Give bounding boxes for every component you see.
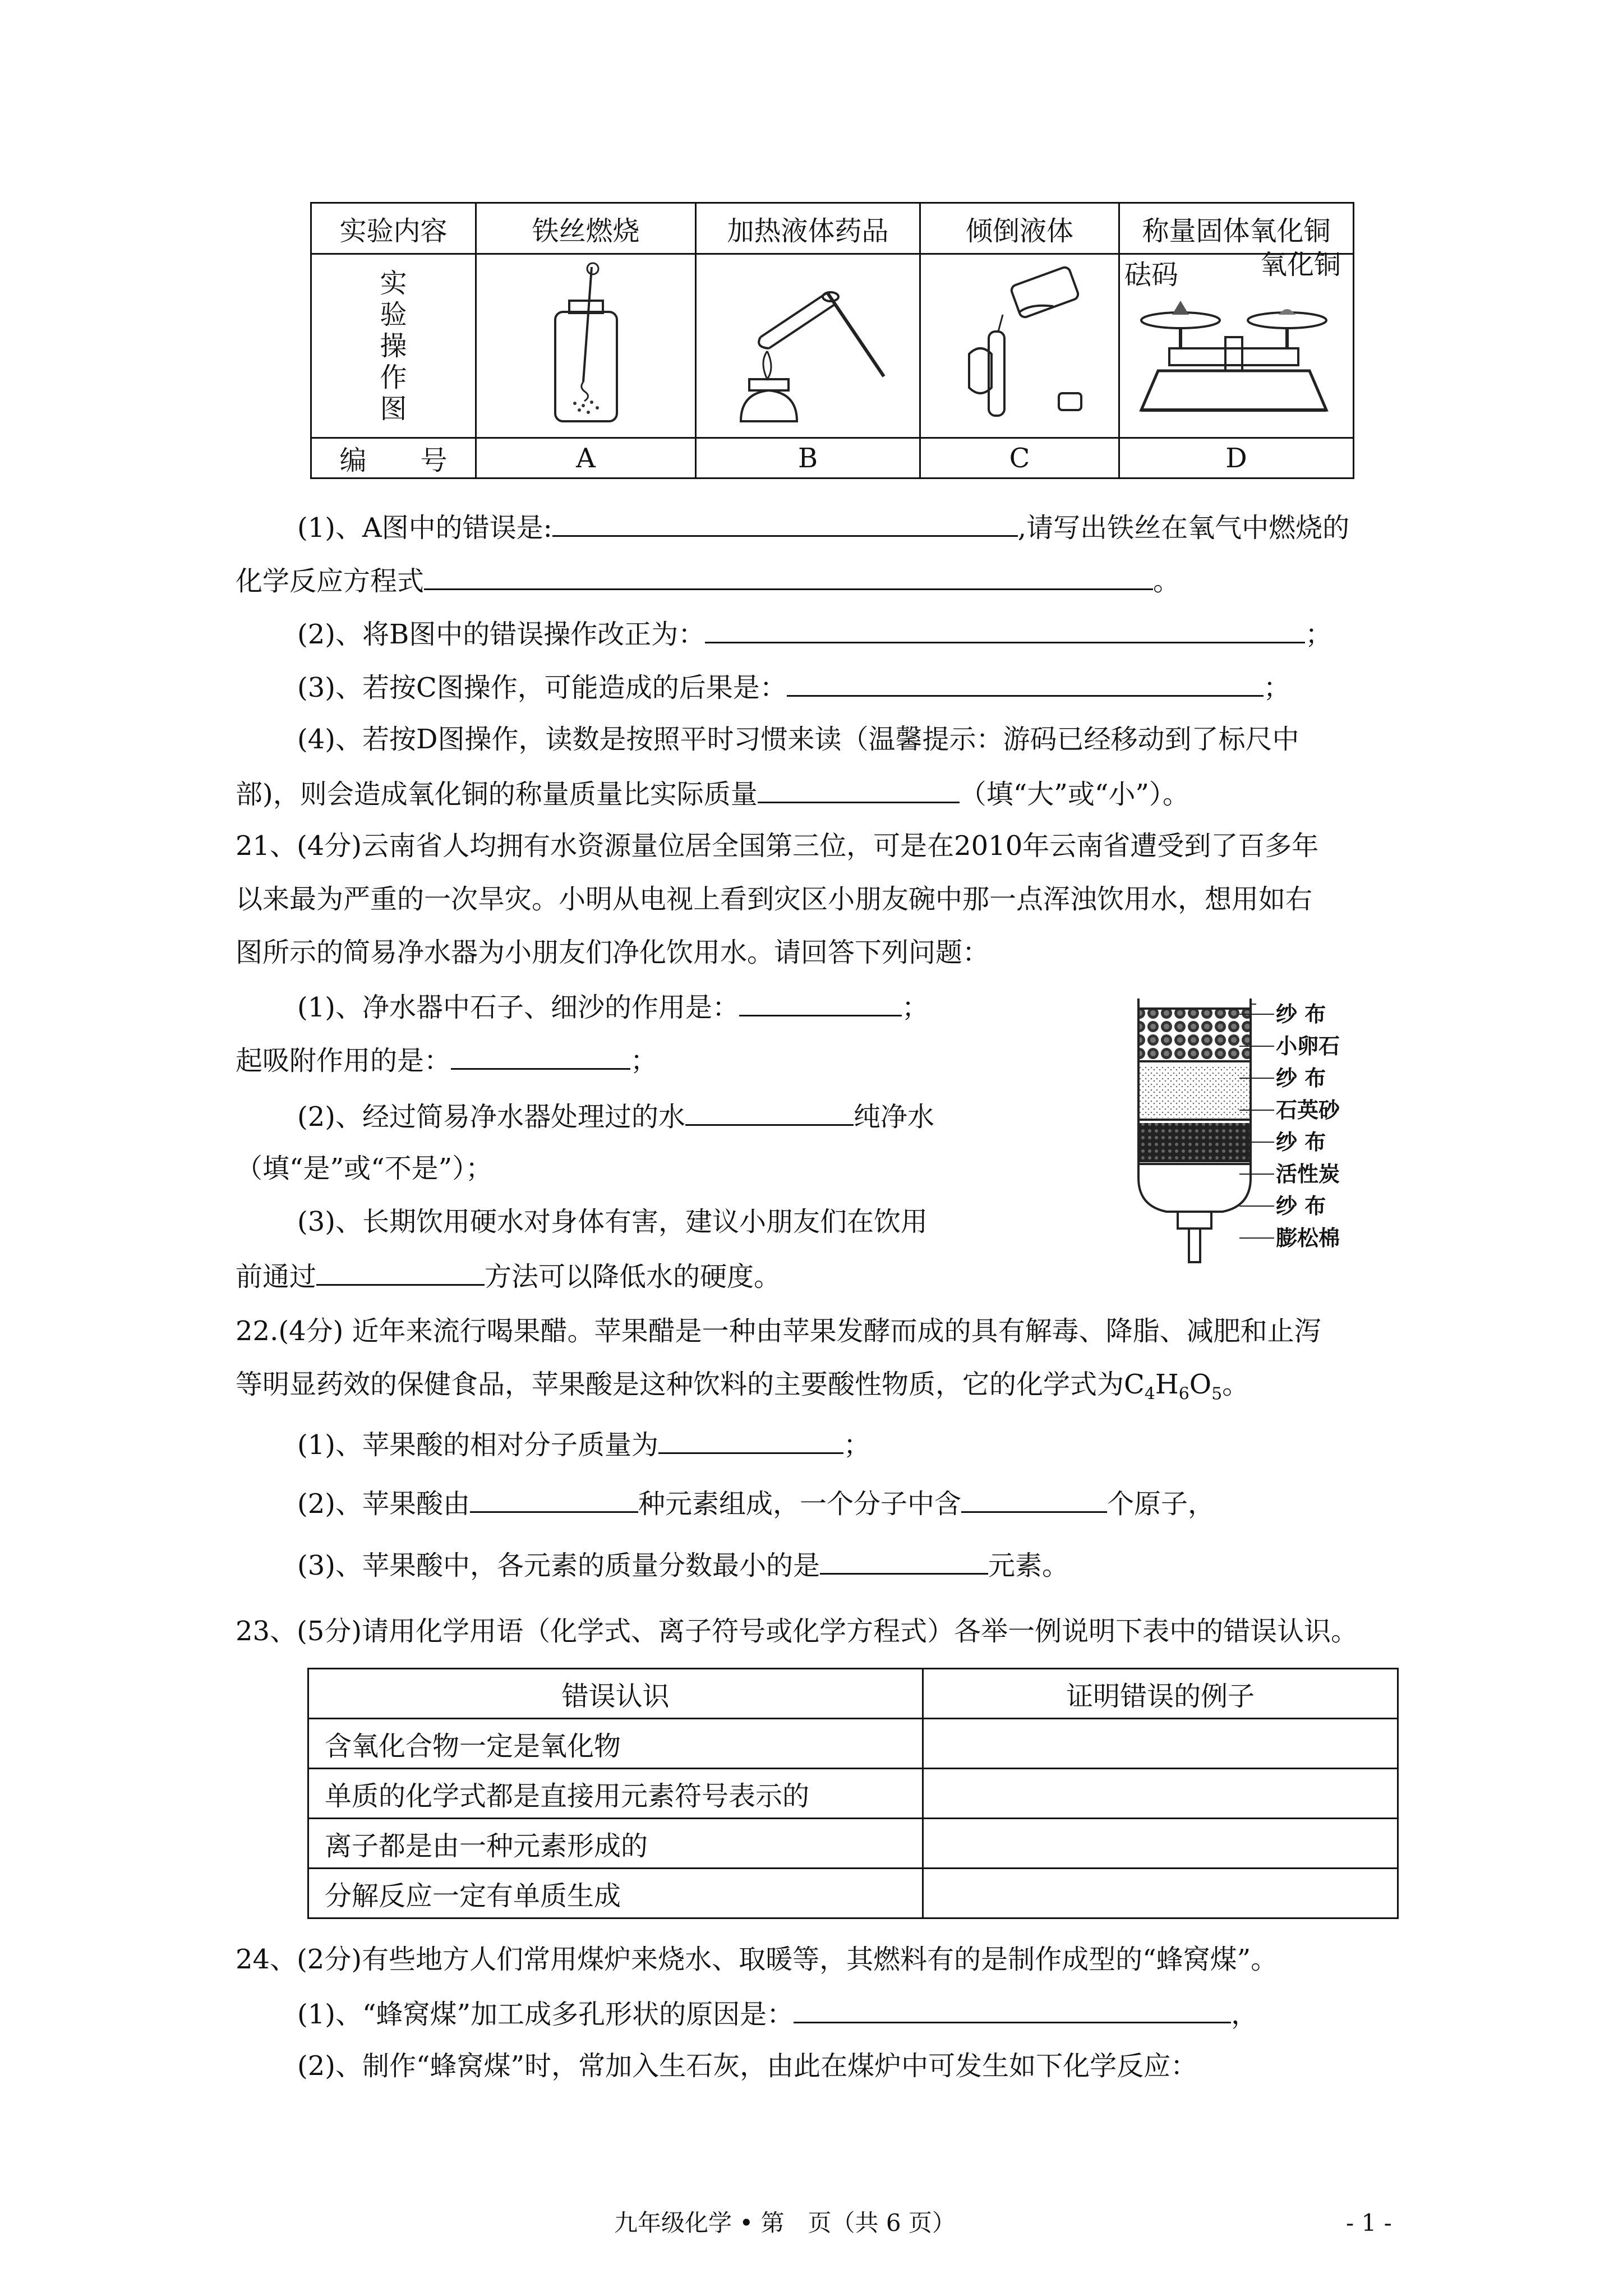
q24-p1-text: (1)、“蜂窝煤”加工成多孔形状的原因是：	[297, 1999, 794, 2030]
q20-part3-line	[297, 670, 1290, 703]
q24-part2-line: (2)、制作“蜂窝煤”时，常加入生石灰，由此在煤炉中可发生如下化学反应：	[297, 2050, 1198, 2082]
q21-part1-line	[297, 990, 929, 1023]
pouring-liquid-illustration	[935, 259, 1104, 427]
q22-part3-line	[297, 1548, 1069, 1581]
q22-p3-blank[interactable]	[820, 1548, 988, 1575]
q22-line1: 22.(4分) 近年来流行喝果醋。苹果醋是一种由苹果发酵而成的具有解毒、降脂、减肥和止泻	[236, 1315, 1321, 1347]
q21-p1-text: (1)、净水器中石子、细沙的作用是：	[297, 992, 739, 1023]
row-label-char: 作	[380, 361, 407, 393]
header-cell: 证明错误的例子	[923, 1669, 1398, 1719]
misconception-cell: 单质的化学式都是直接用元素符号表示的	[308, 1769, 923, 1819]
q21-part2-hint: （填“是”或“不是”）；	[236, 1153, 493, 1184]
pouring-liquid-illustration-cell	[920, 254, 1119, 438]
q21-p2-text-b: 纯净水	[854, 1101, 935, 1133]
q21-part3-line-b	[236, 1259, 781, 1292]
q21-p1-end: ；	[902, 992, 929, 1023]
id-cell: D	[1119, 438, 1354, 478]
header-cell: 倾倒液体	[920, 203, 1119, 254]
q21-p3-blank[interactable]	[316, 1259, 485, 1286]
q24-line1: 24、(2分)有些地方人们常用煤炉来烧水、取暖等，其燃料有的是制作成型的“蜂窝煤”。	[236, 1944, 1278, 1975]
row-label-char: 验	[380, 298, 407, 330]
copper-oxide-label: 氧化铜	[1260, 249, 1341, 280]
q20-equation-label: 化学反应方程式	[236, 565, 425, 597]
q22-p3-text-b: 元素。	[988, 1550, 1069, 1581]
misconception-cell: 离子都是由一种元素形成的	[308, 1819, 923, 1869]
q20-part2-line	[297, 617, 1332, 650]
table-row	[308, 1869, 1398, 1918]
example-answer-cell[interactable]	[923, 1819, 1398, 1869]
q20-p2-blank[interactable]	[705, 617, 1305, 643]
id-cell: A	[476, 438, 696, 478]
q22-p2-blank-b[interactable]	[961, 1487, 1107, 1513]
header-cell: 称量固体氧化铜	[1119, 203, 1354, 254]
balance-scale-illustration	[1124, 281, 1349, 427]
q22-p1-text: (1)、苹果酸的相对分子质量为	[297, 1429, 658, 1461]
row-label-cell	[311, 254, 476, 438]
example-answer-cell[interactable]	[923, 1719, 1398, 1769]
q20-p2-text: (2)、将B图中的错误操作改正为：	[297, 619, 706, 650]
header-cell: 加热液体药品	[696, 203, 920, 254]
q20-period: 。	[1153, 565, 1181, 597]
header-cell: 错误认识	[308, 1669, 923, 1719]
weight-label: 砝码	[1124, 259, 1179, 291]
q22-p2-text: (2)、苹果酸由	[297, 1488, 470, 1520]
header-cell: 实验内容	[311, 203, 476, 254]
q21-line1: 21、(4分)云南省人均拥有水资源量位居全国第三位，可是在2010年云南省遭受到了百多年	[236, 830, 1319, 862]
q22-line2-end: 。	[1222, 1369, 1249, 1400]
q24-p1-blank[interactable]	[794, 1997, 1231, 2023]
filter-label: 纱 布	[1276, 1130, 1326, 1154]
q21-p1b-blank[interactable]	[451, 1043, 630, 1070]
q21-part3-line: (3)、长期饮用硬水对身体有害，建议小朋友们在饮用	[297, 1206, 928, 1237]
q22-p2-text-c: 个原子，	[1107, 1488, 1215, 1520]
q20-equation-blank[interactable]	[424, 564, 1153, 590]
q24-part1-line	[297, 1997, 1258, 2030]
heating-liquid-illustration-cell	[696, 254, 920, 438]
q24-p1-end: ，	[1231, 1999, 1258, 2030]
q21-part1b-line	[236, 1043, 657, 1076]
page-footer: 九年级化学 • 第 页（共 6 页）	[614, 2209, 956, 2237]
q22-line2-text: 等明显药效的保健食品，苹果酸是这种饮料的主要酸性物质，它的化学式为C	[236, 1369, 1145, 1400]
q20-part4-line-b	[236, 777, 1189, 810]
formula-subscript: 6	[1178, 1384, 1189, 1404]
q20-p4-text: 部)，则会造成氧化铜的称量质量比实际质量	[236, 779, 758, 810]
id-cell: B	[696, 438, 920, 478]
formula-subscript: 4	[1144, 1384, 1155, 1404]
balance-illustration-cell	[1119, 249, 1354, 438]
q20-p2-end: ；	[1305, 619, 1332, 650]
q21-p1b-text: 起吸附作用的是：	[236, 1045, 451, 1076]
experiment-table	[310, 202, 1354, 479]
q22-p1-end: ；	[843, 1429, 871, 1461]
q22-part2-line	[297, 1487, 1215, 1520]
q21-line2: 以来最为严重的一次旱灾。小明从电视上看到灾区小朋友碗中那一点浑浊饮用水，想用如右	[236, 884, 1313, 915]
q21-p1b-end: ；	[630, 1045, 658, 1076]
q22-line2	[236, 1369, 1249, 1410]
q22-p2-text-b: 种元素组成，一个分子中含	[638, 1488, 962, 1520]
id-label-cell: 编 号	[311, 438, 476, 478]
q21-p3-text: 前通过	[236, 1261, 317, 1292]
q21-part2-line	[297, 1099, 934, 1133]
filter-label: 膨松棉	[1276, 1226, 1340, 1250]
filter-label-list	[1276, 999, 1340, 1254]
row-label-char: 实	[380, 267, 407, 299]
row-label-char: 图	[380, 393, 407, 425]
page-number: - 1 -	[1346, 2209, 1392, 2237]
formula-subscript: 5	[1211, 1384, 1223, 1404]
q20-equation-line	[236, 564, 1180, 597]
q20-p3-end: ；	[1263, 672, 1290, 703]
filter-label: 小卵石	[1276, 1034, 1340, 1059]
q20-p3-blank[interactable]	[787, 670, 1264, 697]
misconception-table	[307, 1668, 1399, 1919]
iron-wire-illustration-cell	[476, 254, 696, 438]
q23-line1: 23、(5分)请用化学用语（化学式、离子符号或化学方程式）各举一例说明下表中的错误认识。	[236, 1616, 1358, 1647]
filter-label: 纱 布	[1276, 1066, 1326, 1091]
q20-p4-hint: （填“大”或“小”）。	[959, 779, 1189, 810]
heating-liquid-illustration	[716, 259, 901, 427]
header-cell: 铁丝燃烧	[476, 203, 696, 254]
q22-part1-line	[297, 1428, 870, 1461]
filter-leader-lines	[1234, 999, 1276, 1257]
q21-p2-text: (2)、经过简易净水器处理过的水	[297, 1101, 685, 1133]
q20-part1-line	[297, 510, 1349, 544]
example-answer-cell[interactable]	[923, 1769, 1398, 1819]
q20-p4-blank[interactable]	[758, 777, 960, 803]
filter-label: 纱 布	[1276, 1002, 1326, 1027]
formula-element: O	[1189, 1369, 1212, 1400]
row-label-char: 操	[380, 330, 407, 362]
q20-p1-text-b: ,请写出铁丝在氧气中燃烧的	[1017, 512, 1350, 544]
misconception-cell: 分解反应一定有单质生成	[308, 1869, 923, 1918]
filter-label: 石英砂	[1276, 1098, 1340, 1122]
q21-line3: 图所示的简易净水器为小朋友们净化饮用水。请回答下列问题：	[236, 937, 990, 968]
q20-p1-blank[interactable]	[552, 510, 1018, 537]
q22-p2-blank-a[interactable]	[470, 1487, 638, 1513]
filter-label: 活性炭	[1276, 1162, 1340, 1186]
filter-label: 纱 布	[1276, 1194, 1326, 1218]
misconception-cell: 含氧化合物一定是氧化物	[308, 1719, 923, 1769]
q22-p1-blank[interactable]	[658, 1428, 843, 1454]
iron-wire-jar-illustration	[530, 259, 642, 427]
q20-part4-line: (4)、若按D图操作，读数是按照平时习惯来读（温馨提示：游码已经移动到了标尺中	[297, 724, 1299, 755]
formula-element: H	[1155, 1369, 1179, 1400]
q21-p2-blank[interactable]	[685, 1099, 854, 1126]
example-answer-cell[interactable]	[923, 1869, 1398, 1918]
q21-p3-text-b: 方法可以降低水的硬度。	[485, 1261, 781, 1292]
id-cell: C	[920, 438, 1119, 478]
table-row	[308, 1819, 1398, 1869]
table-row	[308, 1719, 1398, 1769]
table-row	[308, 1769, 1398, 1819]
q20-p3-text: (3)、若按C图操作，可能造成的后果是：	[297, 672, 787, 703]
q22-p3-text: (3)、苹果酸中，各元素的质量分数最小的是	[297, 1550, 820, 1581]
q20-p1-text: (1)、A图中的错误是:	[297, 512, 552, 544]
q21-p1-blank[interactable]	[739, 990, 902, 1016]
